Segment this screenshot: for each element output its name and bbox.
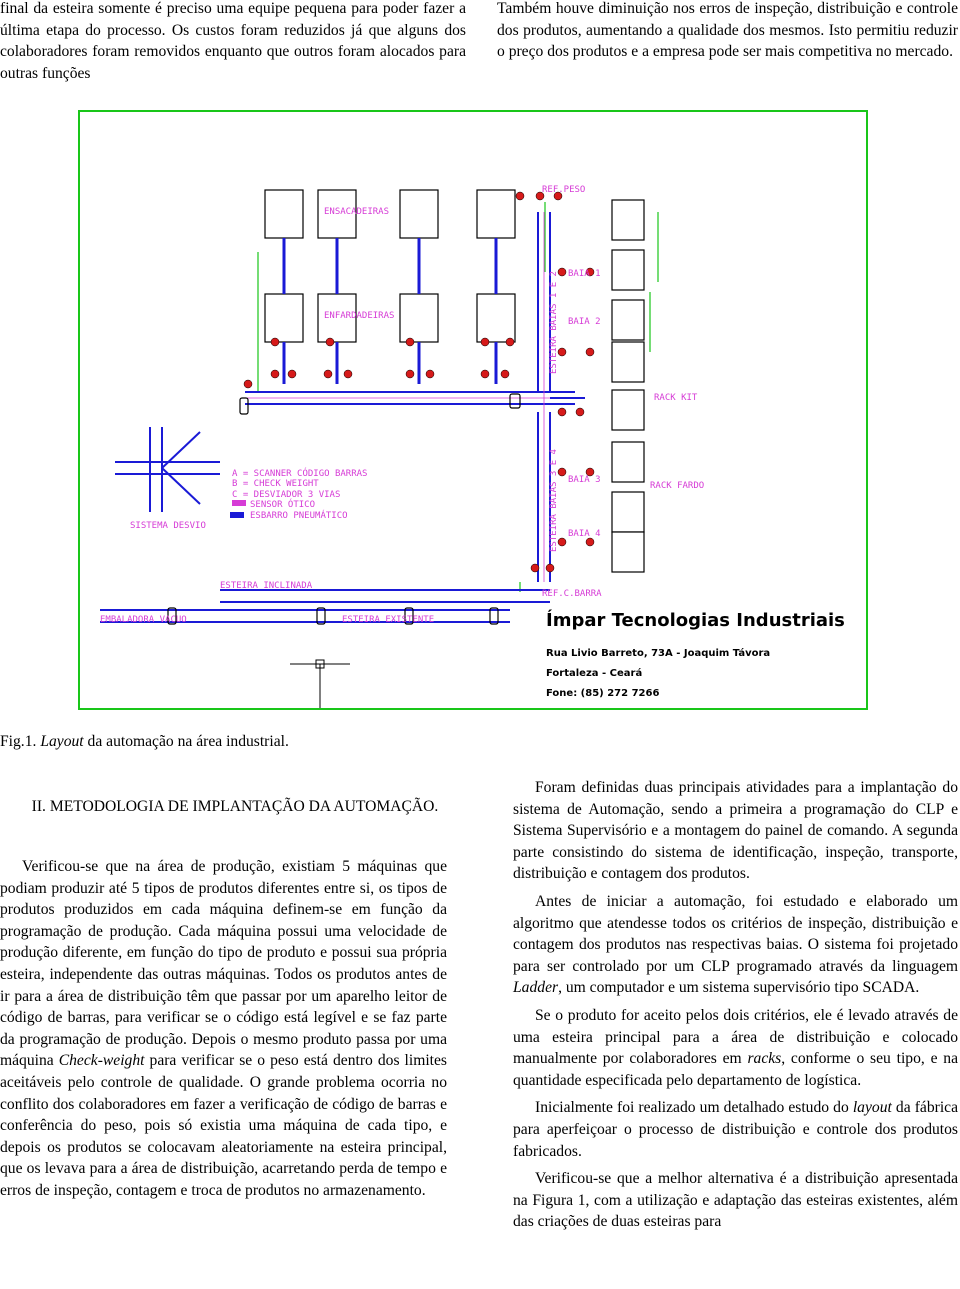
company-city: Fortaleza - Ceará [546,668,643,679]
label-rack-kit: RACK KIT [654,393,698,403]
bay-boxes [612,200,644,572]
caption-italic: Layout [40,733,84,750]
left-p1-a: Verificou-se que na área de produção, existiam 5 máquinas que podiam produzir até 5 tipos de produtos diferentes entre si, os tipos de produtos produzidos em cada máquina definem-se em função da programação de produção. Cada máquina possui uma velocidade de produção diferente, em função do tipo de produto e possui sua própria esteira, independente das outras máquinas. Todos os produtos antes de ir para a área de distribuição têm que passar por um aparelho leitor de código de barras, para verificar se o código está legível e se faz parte da programação de produção. Depois o mesmo produto passa por uma máquina [0,858,447,1070]
label-sistema-desvio: SISTEMA DESVIO [130,521,206,531]
label-esteira-inclinada: ESTEIRA INCLINADA [220,581,313,591]
label-baia1: BAIA 1 [568,269,601,279]
right-p5: Verificou-se que a melhor alternativa é a distribuição apresentada na Figura 1, com a utilização e adaptação das esteiras existentes, além das criações de duas esteiras para [513,1170,958,1231]
top-right-paragraph: Também houve diminuição nos erros de inspeção, distribuição e controle dos produtos, aumentando a qualidade dos mesmos. Isto permitiu reduzir o preço dos produtos e a empresa pode ser mais competitiva no mercado. [497,0,958,61]
label-esteira-existente: ESTEIRA EXISTENTE [342,615,435,625]
right-p4-a: Inicialmente foi realizado um detalhado estudo do [535,1099,853,1117]
stop-legend-swatch [230,512,244,518]
ensacadeira-machines [265,190,515,238]
right-p3-b: , conforme o seu tipo, e na quantidade especificada pelo departamento de logística. [513,1050,958,1089]
right-p3 [513,1005,958,1091]
top-left-paragraph: final da esteira somente é preciso uma equipe pequena para poder fazer a última etapa do processo. Os custos foram reduzidos já que alguns dos colaboradores foram removidos enquanto que outros foram alocados para outras funções [0,0,466,82]
right-p2 [513,891,958,999]
label-baia4: BAIA 4 [568,529,601,539]
label-baia2: BAIA 2 [568,317,601,327]
right-p2-b: , um computador e um sistema supervisório tipo SCADA. [558,979,920,997]
desvio-lines [115,427,220,512]
label-ref-peso: REF.PESO [542,185,586,195]
label-baia3: BAIA 3 [568,475,601,485]
right-column [513,777,958,1233]
section-heading: II. METODOLOGIA DE IMPLANTAÇÃO DA AUTOMAÇÃO. [31,798,439,815]
label-esteira-baias-34: ESTEIRA BAIAS 3 E 4 [549,449,559,552]
main-conveyor [245,392,575,404]
right-p4 [513,1097,958,1162]
right-p2-a: Antes de iniciar a automação, foi estudado e elaborado um algoritmo que atendesse todos os critérios de inspeção, distribuição e contagem dos produtos nas respectivas baias. O sistema foi projetado para ser controlado por um CLP programado através da linguagem [513,892,958,975]
right-p4-italic: layout [852,1099,892,1117]
company-name: Ímpar Tecnologias Industriais [546,610,845,631]
legend-b: B = CHECK WEIGHT [232,479,319,489]
crosshair [290,660,350,708]
company-address: Rua Livio Barreto, 73A - Joaquim Távora [546,648,771,659]
layout-figure [78,110,868,710]
legend-d: SENSOR ÓTICO [250,500,316,510]
label-ensacadeiras: ENSACADEIRAS [324,207,390,217]
figure-caption [0,733,289,751]
right-p1: Foram definidas duas principais atividades para a implantação do sistema de Automação, sendo a primeira a programação do CLP e Sistema Supervisório e a montagem do painel de comando. A segunda parte consistindo do sistema de identificação, inspeção, transporte, distribuição e contagem dos produtos. [513,779,958,883]
left-p1-b: para verificar se o peso está dentro dos limites aceitáveis pelo controle de qualidade. O grande problema ocorria no conflito dos colaboradores em fazer a verificação de código de barras e conferência do peso, pois só existia uma máquina de cada tipo, e depois os produtos se colocavam aleatoriamente na esteira principal, que os levava para a área de distribuição, acarretando perda de tempo e erros de inspeção, contagem e troca de produtos no armazenamento. [0,1052,447,1199]
caption-rest: da automação na área industrial. [83,733,289,750]
left-p1-italic: Check-weight [58,1052,145,1070]
label-enfardadeiras: ENFARDADEIRAS [324,311,395,321]
right-p2-italic: Ladder [513,979,559,997]
label-ref-cbarra: REF.C.BARRA [542,589,602,599]
legend-c: C = DESVIADOR 3 VIAS [232,490,341,500]
legend-a: A = SCANNER CÓDIGO BARRAS [232,469,368,479]
legend-e: ESBARRO PNEUMÁTICO [250,511,348,521]
label-rack-fardo: RACK FARDO [650,481,705,491]
right-p3-italic: racks [747,1050,782,1068]
left-paragraph [0,856,447,1202]
label-esteira-baias-12: ESTEIRA BAIAS 1 E 2 [549,271,559,374]
right-p3-a: Se o produto for aceito pelos dois critérios, ele é levado através de uma esteira principal para a área de distribuição e colocado manualmente por colaboradores em [513,1006,958,1068]
right-p4-b: da fábrica para aperfeiçoar o processo de distribuição e controle dos produtos fabricados. [513,1099,958,1160]
caption-prefix: Fig.1. [0,733,37,750]
sensor-legend-swatch [232,500,246,506]
company-phone: Fone: (85) 272 7266 [546,688,660,699]
label-embaladora: EMBALADORA VACUO [100,615,187,625]
